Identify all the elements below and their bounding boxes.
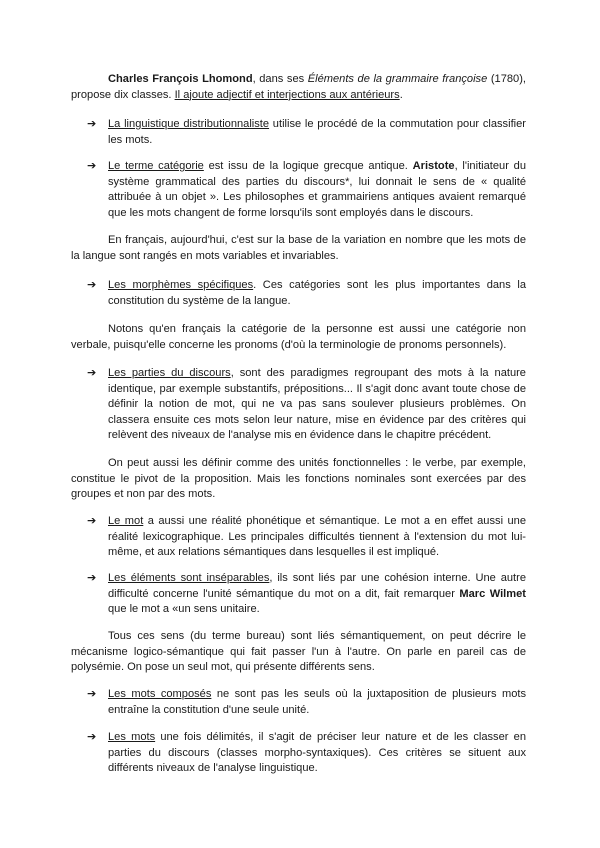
bullet-term: Les morphèmes spécifiques: [108, 279, 254, 291]
bullet-mots: [87, 730, 526, 777]
arrow-icon: ➔: [87, 279, 97, 291]
text: . Ces catégories sont les plus importantes dans la constitution du système de la langue.: [108, 279, 526, 307]
arrow-icon: ➔: [87, 731, 97, 743]
person-name: Aristote: [412, 160, 455, 172]
bullet-categorie: [87, 159, 526, 221]
bullet-text: [108, 730, 526, 777]
bullet-term: Les éléments sont inséparables: [108, 572, 270, 584]
text: utilise le procédé de la commutation pour classifier les mots.: [108, 118, 526, 146]
bullet-text: [108, 366, 526, 444]
bullet-term: Le mot: [108, 515, 144, 527]
arrow-icon: ➔: [87, 688, 97, 700]
bullet-mot: [87, 514, 526, 561]
bullet-mots-composes: [87, 687, 526, 718]
bullet-parties-discours: [87, 366, 526, 444]
arrow-icon: ➔: [87, 160, 97, 172]
bullet-text: [108, 687, 526, 718]
text: ne sont pas les seuls où la juxtaposition de plusieurs mots entraîne la constitution d'une seule unité.: [108, 688, 526, 716]
bullet-elements: [87, 571, 526, 618]
text: que le mot a «un sens unitaire.: [108, 603, 260, 616]
bullet-text: [108, 117, 526, 148]
bullet-text: [108, 514, 526, 561]
text: est issu de la logique grecque antique.: [203, 160, 413, 172]
arrow-icon: ➔: [87, 572, 97, 584]
text: , ils sont liés par une cohésion interne. Une autre difficulté concerne l'unité sémantique du mot on a dit, fait remarquer: [108, 572, 526, 600]
author-name: Charles François Lhomond: [108, 73, 253, 85]
underlined-statement: Il ajoute adjectif et interjections aux antérieurs: [174, 88, 400, 101]
text: .: [399, 88, 403, 101]
text: a aussi une réalité phonétique et sémantique. Le mot a en effet aussi une réalité lexicographique. Les principales difficultés tiennent à l'extension du mot lui-même, et aux relations sémantiques dans lesquelles il est impliqué.: [108, 515, 526, 559]
paragraph-polysemie: Tous ces sens (du terme bureau) sont liés sémantiquement, on peut décrire le mécanisme logico-sémantique qui fait passer l'un à l'autre. On parle en pareil cas de polysémie. On pose un seul mot, qui présente différents sens.: [71, 630, 526, 674]
text: une fois délimités, il s'agit de préciser leur nature et de les classer en parties du discours (classes morpho-syntaxiques). Ces critères se situent aux différents niveaux de l'analyse linguistique.: [108, 731, 526, 775]
bullet-term: Les mots: [108, 731, 156, 743]
bullet-morphemes: [87, 278, 526, 309]
paragraph-fonctionnelles: On peut aussi les définir comme des unités fonctionnelles : le verbe, par exemple, constitue le pivot de la proposition. Mais les fonctions nominales sont exercées par des groupes et non par des mots.: [71, 457, 526, 501]
bullet-text: [108, 571, 526, 618]
bullet-term: Les parties du discours: [108, 367, 231, 379]
text: , l'initiateur du système grammatical des parties du discours*, lui donnait le sens de « qualité attribuée à un objet ». Les philosophes et grammairiens antiques avaient remarqué que les mots changent de forme lorsqu'ils sont employés dans le discours.: [108, 160, 526, 219]
text: (1780), propose dix classes.: [71, 73, 527, 101]
bullet-text: [108, 278, 526, 309]
bullet-term: Le terme catégorie: [108, 160, 204, 172]
paragraph-personne: Notons qu'en français la catégorie de la personne est aussi une catégorie non verbale, puisqu'elle concerne les pronoms (d'où la terminologie de pronoms personnels).: [71, 323, 526, 351]
bullet-distributionnaliste: [87, 117, 526, 148]
arrow-icon: ➔: [87, 367, 97, 379]
paragraph-francais: En français, aujourd'hui, c'est sur la base de la variation en nombre que les mots de la langue sont rangés en mots variables et invariables.: [71, 234, 526, 262]
book-title: Éléments de la grammaire françoise: [307, 73, 488, 85]
text: , sont des paradigmes regroupant des mots à la nature identique, par exemple substantifs, prépositions... Il s'agit donc avant toute chose de définir la notion de mot, qui ne va pas sans soulever plusieurs problèmes. On classera ensuite ces mots selon leur nature, mise en évidence par des critères qui relèvent des niveaux de l'analyse mis en évidence dans le chapitre précédent.: [108, 367, 526, 442]
bullet-term: La linguistique distributionnaliste: [108, 118, 270, 130]
person-name: Marc Wilmet: [459, 587, 526, 600]
bullet-term: Les mots composés: [108, 688, 212, 700]
text: , dans ses: [252, 73, 308, 85]
arrow-icon: ➔: [87, 515, 97, 527]
bullet-text: [108, 159, 526, 221]
paragraph-lhomond: [71, 72, 526, 103]
arrow-icon: ➔: [87, 118, 97, 130]
